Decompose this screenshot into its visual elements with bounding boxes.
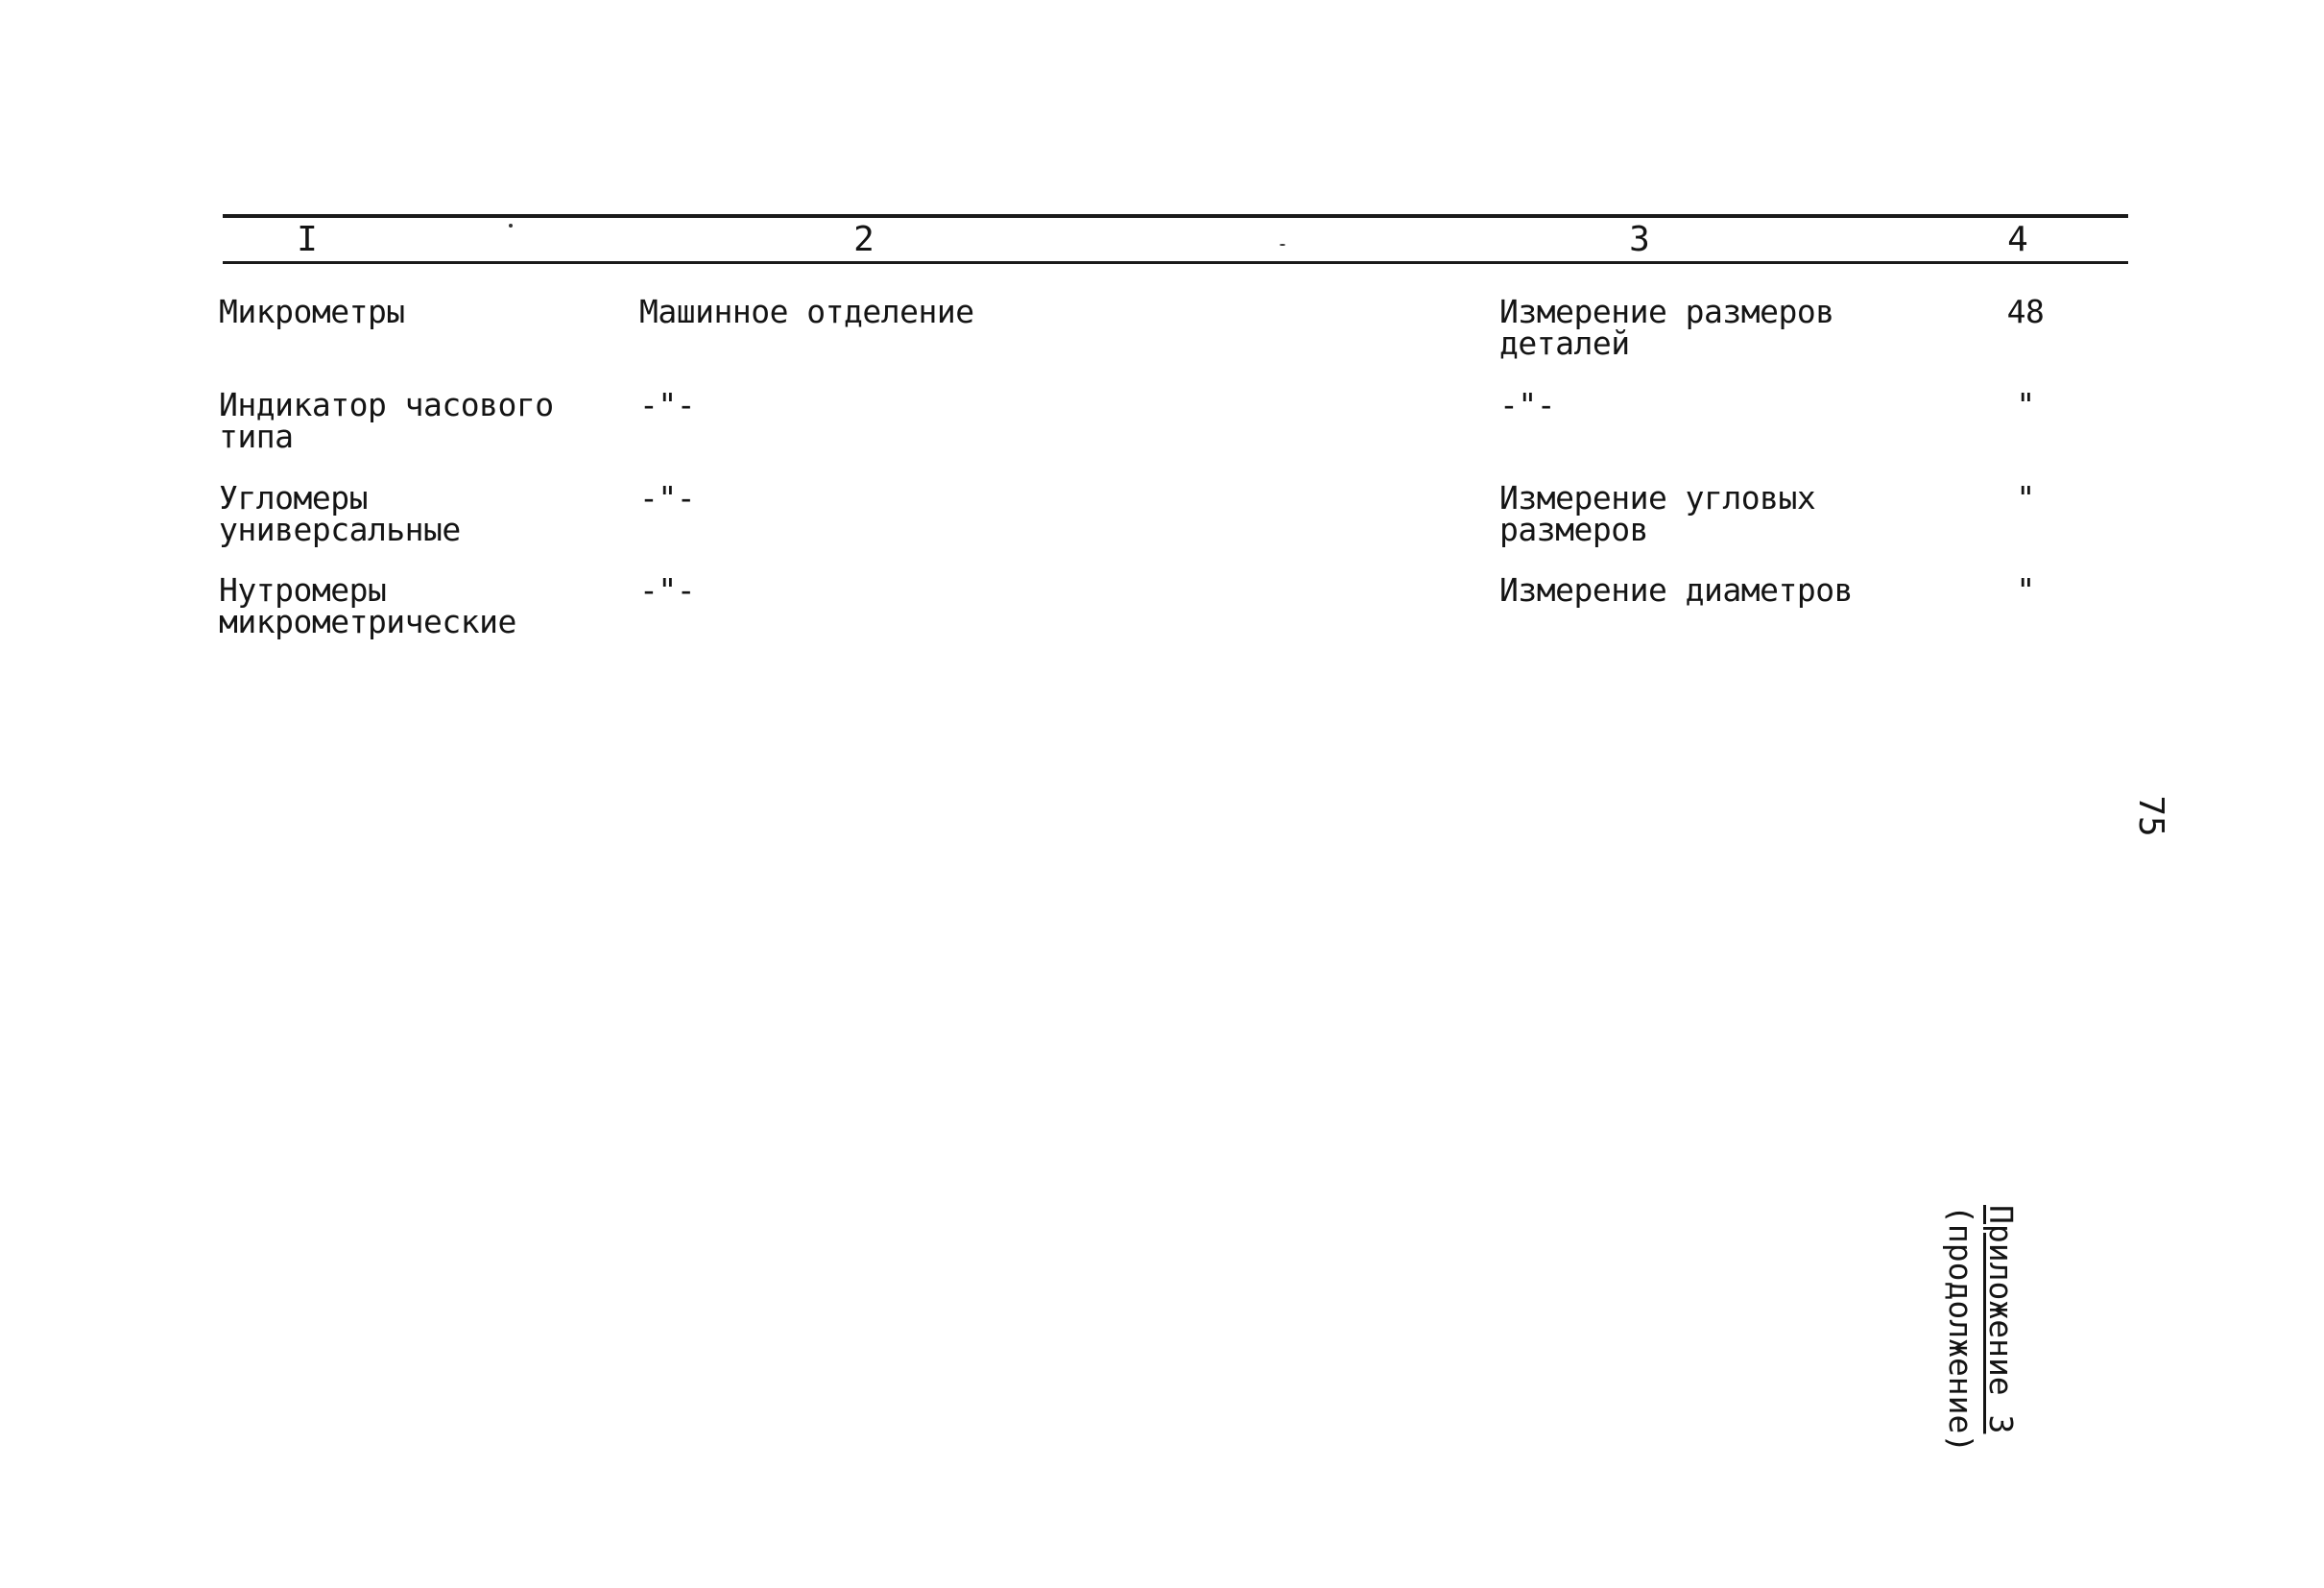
table-top-rule — [223, 214, 2128, 218]
page-number: 75 — [2131, 795, 2170, 837]
appendix-subtitle: (продолжение) — [1942, 1205, 1979, 1454]
column-header-2: 2 — [853, 220, 874, 259]
table-cell-purpose: -"- — [1499, 386, 1556, 423]
table-cell-purpose: Измерение размеров деталей — [1499, 293, 1834, 362]
table-cell-quantity: " — [2016, 571, 2035, 609]
table-cell-instrument: Микрометры — [219, 293, 405, 330]
table-cell-location: -"- — [639, 386, 696, 423]
table-cell-location: -"- — [639, 479, 696, 517]
table-cell-quantity: 48 — [2006, 293, 2045, 330]
column-header-3: 3 — [1629, 220, 1650, 259]
table-header-rule — [223, 261, 2128, 264]
table-cell-purpose: Измерение угловых размеров — [1499, 479, 1816, 548]
scan-speck — [1280, 244, 1285, 246]
appendix-label — [1934, 1205, 2021, 1455]
table-cell-instrument: Угломеры универсальные — [219, 479, 461, 548]
appendix-title: Приложение 3 — [1982, 1205, 2020, 1434]
table-cell-instrument: Индикатор часового типа — [219, 386, 554, 455]
table-cell-quantity: " — [2016, 386, 2035, 423]
scan-speck — [509, 224, 513, 228]
table-cell-instrument: Нутромеры микрометрические — [219, 571, 516, 640]
column-header-4: 4 — [2007, 220, 2028, 259]
table-cell-purpose: Измерение диаметров — [1499, 571, 1853, 609]
column-header-1: I — [297, 220, 318, 259]
table-cell-quantity: " — [2016, 479, 2035, 517]
table-cell-location: -"- — [639, 571, 696, 609]
table-cell-location: Машинное отделение — [639, 293, 974, 330]
